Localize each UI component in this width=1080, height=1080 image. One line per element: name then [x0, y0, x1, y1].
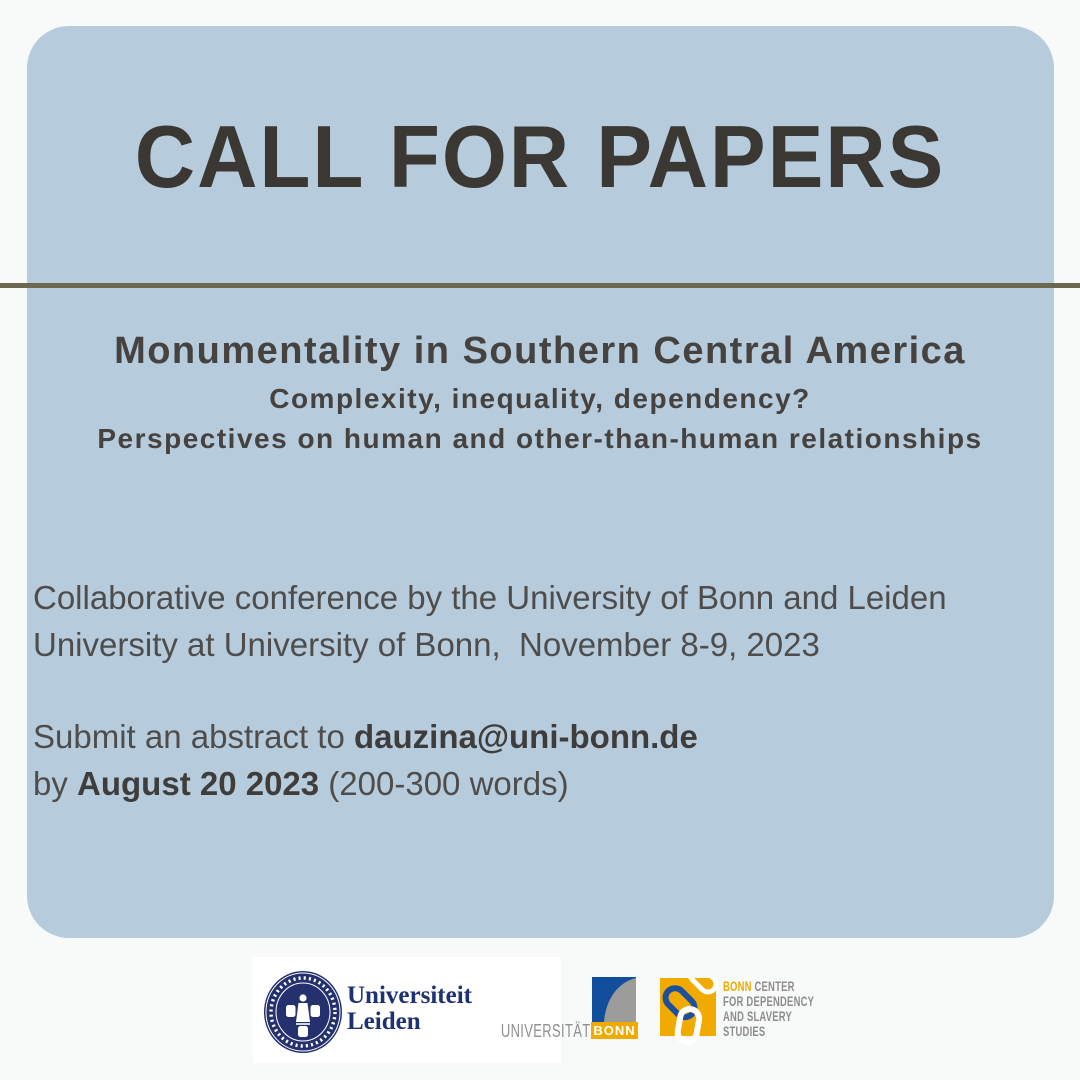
deadline-suffix-text: (200-300 words) [319, 765, 569, 802]
bcdss-line1-highlight: BONN [723, 979, 752, 994]
poster-title: CALL FOR PAPERS [134, 107, 946, 206]
submission-details [33, 713, 1053, 807]
bonn-logo-icon [592, 977, 636, 1022]
bcdss-line2: FOR DEPENDENCY [723, 994, 815, 1009]
conference-subheading-2: Perspectives on human and other-than-human relationships [97, 423, 983, 454]
email-address: dauzina@uni-bonn.de [354, 718, 698, 755]
conference-heading: Monumentality in Southern Central America [114, 330, 966, 372]
conference-subheading-1: Complexity, inequality, dependency? [269, 383, 811, 414]
conference-details [33, 574, 1053, 668]
deadline-prefix-text: by [33, 765, 78, 802]
divider-line [0, 283, 1080, 288]
leiden-seal-icon [263, 970, 343, 1054]
bcdss-line4: STUDIES [723, 1024, 766, 1039]
bcdss-line1-rest: CENTER [751, 979, 795, 994]
conference-details-line1: Collaborative conference by the University of Bonn and Leiden [33, 579, 947, 616]
bcdss-line1 [723, 979, 814, 994]
leiden-wordmark [347, 983, 472, 1035]
conference-details-line2: University at University of Bonn, November 8-9, 2023 [33, 626, 820, 663]
bonn-university-label: UNIVERSITÄT [501, 1021, 591, 1041]
submit-prefix-text: Submit an abstract to [33, 718, 354, 755]
bcdss-chain-icon [660, 978, 718, 1056]
bonn-city-label: BONN [591, 1022, 638, 1039]
leiden-wordmark-line2: Leiden [347, 1008, 421, 1035]
deadline-date: August 20 2023 [77, 765, 320, 802]
bcdss-wordmark [723, 979, 814, 1039]
leiden-wordmark-line1: Universiteit [347, 982, 472, 1009]
bcdss-line3: AND SLAVERY [723, 1009, 792, 1024]
